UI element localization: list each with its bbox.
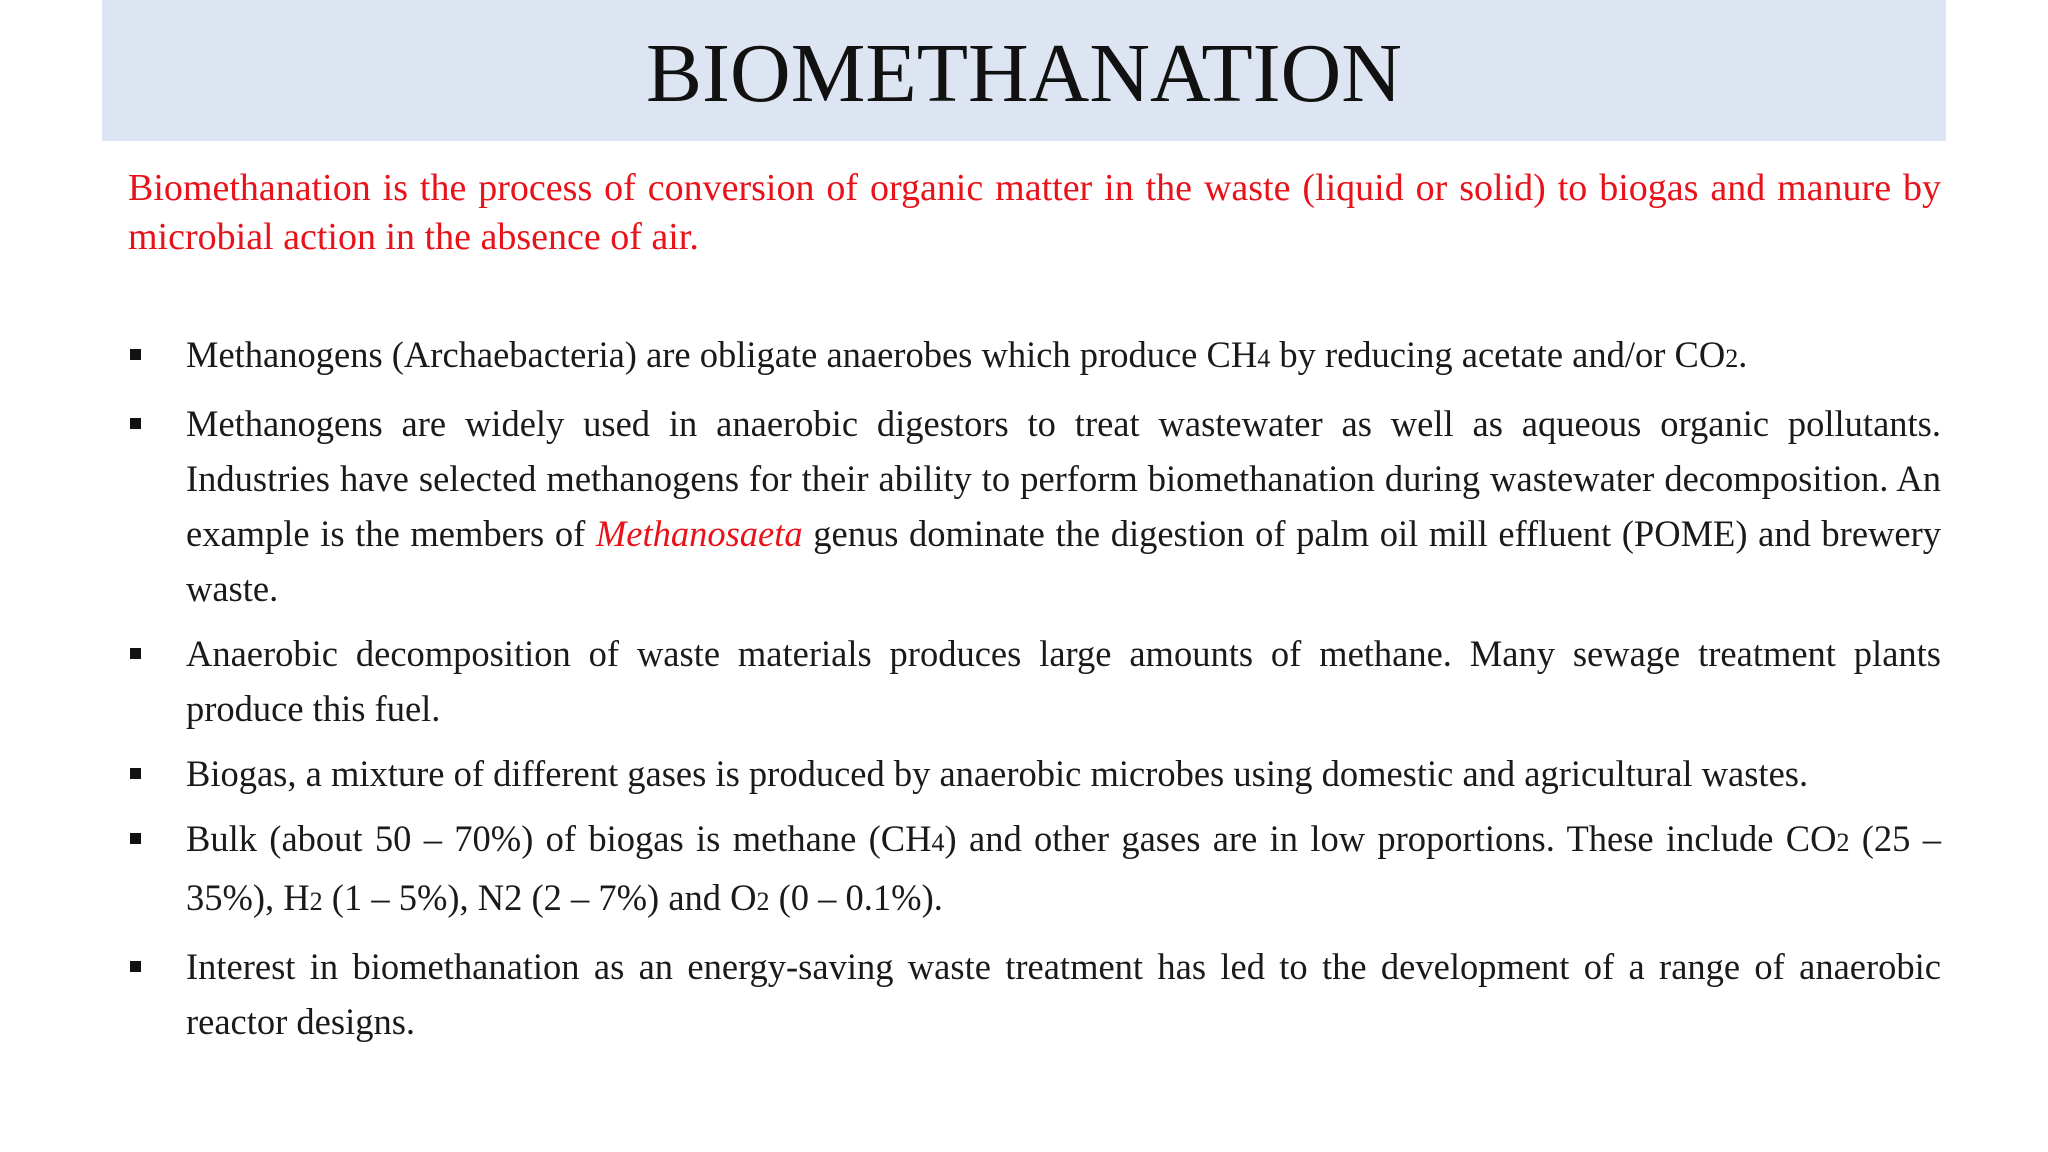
- genus-name: Methanosaeta: [595, 513, 803, 554]
- subscript: 4: [1257, 344, 1271, 373]
- subscript: 2: [1725, 344, 1739, 373]
- bullet-text: Anaerobic decomposition of waste materials produces large amounts of methane. Many sewage treatment plants produce this fuel.: [186, 633, 1941, 729]
- bullet-list: [128, 327, 1941, 1059]
- bullet-item-methanogens-anaerobes: [128, 327, 1941, 386]
- bullet-item-biogas-composition: [128, 811, 1941, 929]
- square-bullet-icon: [130, 648, 141, 659]
- bullet-text: Interest in biomethanation as an energy-saving waste treatment has led to the development of a range of anaerobic reactor designs.: [186, 946, 1941, 1042]
- bullet-item-methanogens-digestors: [128, 396, 1941, 616]
- subscript: 4: [931, 828, 945, 857]
- bullet-text: genus dominate the digestion of palm oil mill effluent (POME) and brewery waste.: [186, 513, 1941, 609]
- bullet-text: Methanogens (Archaebacteria) are obligate anaerobes which produce CH: [186, 334, 1258, 375]
- bullet-text: ) and other gases are in low proportions. These include CO: [944, 818, 1837, 859]
- square-bullet-icon: [130, 418, 141, 429]
- bullet-text: (1 – 5%), N2 (2 – 7%) and O: [322, 877, 757, 918]
- subscript: 2: [1836, 828, 1850, 857]
- square-bullet-icon: [130, 349, 141, 360]
- bullet-item-biogas-mixture: [128, 746, 1941, 801]
- bullet-text: Biogas, a mixture of different gases is produced by anaerobic microbes using domestic and agricultural wastes.: [186, 753, 1809, 794]
- bullet-text: (0 – 0.1%).: [769, 877, 943, 918]
- bullet-item-anaerobic-decomposition: [128, 626, 1941, 736]
- bullet-text: Bulk (about 50 – 70%) of biogas is methane (CH: [186, 818, 932, 859]
- bullet-item-reactor-designs: [128, 939, 1941, 1049]
- subscript: 2: [756, 887, 770, 916]
- bullet-text: Methanogens are widely used in anaerobic digestors to treat wastewater as well as aqueous organic pollutants. Industries have selected methanogens for their ability to perform biomethanation during wastewater decomposition. An example is the members of: [186, 403, 1941, 554]
- square-bullet-icon: [130, 768, 141, 779]
- definition-text: Biomethanation is the process of conversion of organic matter in the waste (liquid or solid) to biogas and manure by microbial action in the absence of air.: [128, 167, 1941, 258]
- slide-title: BIOMETHANATION: [646, 27, 1402, 120]
- square-bullet-icon: [130, 961, 141, 972]
- bullet-text: (25 – 35%), H: [186, 818, 1941, 918]
- square-bullet-icon: [130, 833, 141, 844]
- title-band: [102, 0, 1946, 141]
- bullet-text: .: [1738, 334, 1748, 375]
- bullet-text: by reducing acetate and/or CO: [1270, 334, 1726, 375]
- subscript: 2: [309, 887, 323, 916]
